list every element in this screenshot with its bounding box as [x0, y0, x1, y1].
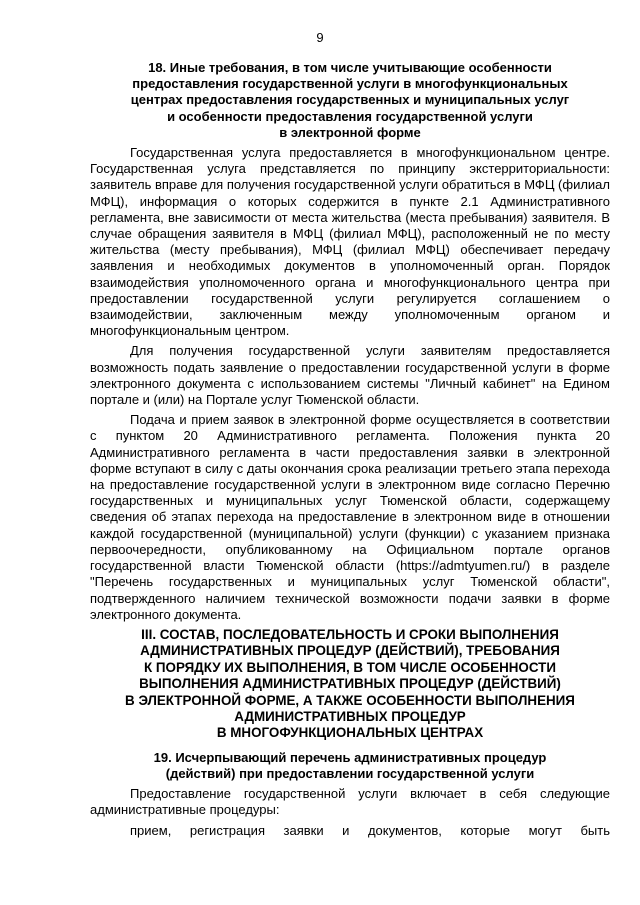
- section-3-heading: [90, 627, 610, 742]
- heading-line: центрах предоставления государственных и муниципальных услуг: [130, 92, 570, 108]
- heading-line: АДМИНИСТРАТИВНЫХ ПРОЦЕДУР (ДЕЙСТВИЙ), ТРЕБОВАНИЯ: [140, 643, 560, 659]
- section-19-heading: [90, 750, 610, 782]
- paragraph-procedure-item: прием, регистрация заявки и документов, которые могут быть: [130, 822, 610, 838]
- heading-line: К ПОРЯДКУ ИХ ВЫПОЛНЕНИЯ, В ТОМ ЧИСЛЕ ОСОБЕННОСТИ: [144, 659, 556, 675]
- page-number: 9: [316, 30, 324, 45]
- heading-line: В МНОГОФУНКЦИОНАЛЬНЫХ ЦЕНТРАХ: [216, 725, 484, 741]
- heading-line: 18. Иные требования, в том числе учитывающие особенности: [148, 60, 552, 75]
- heading-line: предоставления государственной услуги в многофункциональных: [132, 76, 568, 92]
- heading-line: В ЭЛЕКТРОННОЙ ФОРМЕ, А ТАКЖЕ ОСОБЕННОСТИ ВЫПОЛНЕНИЯ: [125, 692, 575, 708]
- paragraph-electronic-application: Для получения государственной услуги заявителям предоставляется возможность подать заявление о предоставлении государственной услуги в форме электронного документа с использованием системы "Личный кабинет" на Едином портале и (или) на Портале услуг Тюменской области.: [90, 343, 610, 408]
- document-body: [90, 60, 610, 839]
- paragraph-procedures-intro: Предоставление государственной услуги включает в себя следующие административные процедуры:: [90, 786, 610, 818]
- heading-line: и особенности предоставления государственной услуги: [167, 108, 533, 124]
- paragraph-mfc: Государственная услуга предоставляется в многофункциональном центре. Государственная услуга представляется по принципу экстерриториальности: заявитель вправе для получения государственной услуги обратиться в МФЦ (филиал МФЦ), информация о которых содержится в пункте 2.1 Административного регламента, вне зависимости от места жительства (места пребывания) заявителя. В случае обращения заявителя в МФЦ (филиал МФЦ), расположенный не по месту жительства (месту пребывания), МФЦ (филиал МФЦ) обеспечивает передачу заявления и необходимых документов в уполномоченный орган. Порядок взаимодействия уполномоченного органа и многофункционального центра при предоставлении государственной услуги регулируется соглашением о взаимодействии, заключенным между уполномоченным органом и многофункциональным центром.: [90, 145, 610, 339]
- heading-line: III. СОСТАВ, ПОСЛЕДОВАТЕЛЬНОСТЬ И СРОКИ ВЫПОЛНЕНИЯ: [141, 626, 559, 642]
- paragraph-electronic-submission: Подача и прием заявок в электронной форме осуществляется в соответствии с пунктом 20 Административного регламента. Положения пункта 20 Административного регламента в части предоставления заявки в электронной форме вступают в силу с даты окончания срока реализации третьего этапа перехода на предоставление государственной услуги в электронном виде согласно Перечню государственных и муниципальных услуг Тюменской области, содержащему сведения об этапах перехода на предоставление в электронном виде в отношении каждой государственной (муниципальной) услуги (функции) с указанием признака первоочередности, опубликованному на Официальном портале органов государственной власти Тюменской области (https://admtyumen.ru/) в разделе "Перечень государственных и муниципальных услуг Тюменской области", подтвержденного наличием технической возможности подачи заявки в форме электронного документа.: [90, 412, 610, 622]
- heading-line: (действий) при предоставлении государственной услуги: [165, 765, 535, 781]
- heading-line: АДМИНИСТРАТИВНЫХ ПРОЦЕДУР: [234, 708, 466, 724]
- heading-line: 19. Исчерпывающий перечень административных процедур: [153, 749, 547, 765]
- section-18-heading: [90, 60, 610, 141]
- heading-line: ВЫПОЛНЕНИЯ АДМИНИСТРАТИВНЫХ ПРОЦЕДУР (ДЕЙСТВИЙ): [139, 676, 561, 692]
- heading-line: в электронной форме: [279, 124, 421, 140]
